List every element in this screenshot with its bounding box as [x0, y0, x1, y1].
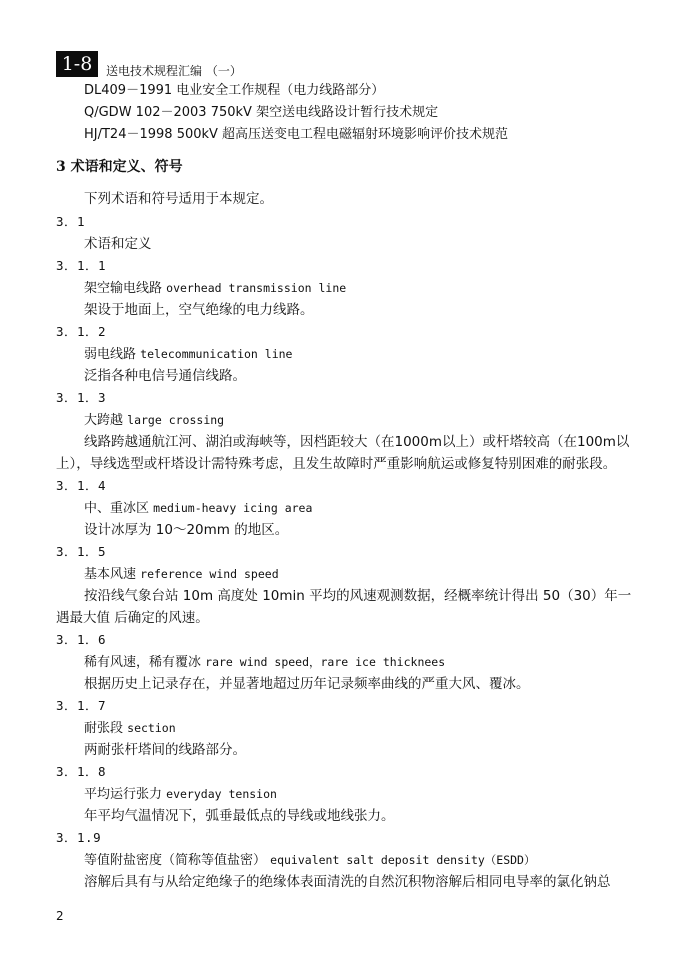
term-definition: 架设于地面上，空气绝缘的电力线路。	[84, 302, 314, 318]
reference-item: Q/GDW 102－2003 750kV 架空送电线路设计暂行技术规定	[84, 105, 439, 120]
term-en: reference wind speed	[140, 567, 279, 581]
term-definition: 泛指各种电信号通信线路。	[84, 368, 246, 384]
term-number: 3．1．6	[56, 632, 107, 647]
term-en: large crossing	[127, 413, 225, 427]
term-heading	[56, 717, 646, 739]
term-cn: 弱电线路	[84, 347, 137, 362]
term-definition: 年平均气温情况下，弧垂最低点的导线或地线张力。	[84, 808, 395, 824]
chapter-badge: 1-8	[56, 51, 98, 77]
term-definition: 线路跨越通航江河、湖泊或海峡等，因档距较大（在1000m以上）或杆塔较高（在100m以	[84, 434, 630, 450]
term-heading	[56, 651, 646, 673]
term-heading	[56, 849, 646, 871]
term-number: 3．1．4	[56, 478, 107, 493]
reference-item: HJ/T24－1998 500kV 超高压送变电工程电磁辐射环境影响评价技术规范	[84, 127, 509, 142]
terms-content	[56, 211, 646, 893]
term-cn: 架空输电线路	[84, 281, 163, 296]
term-en: medium-heavy icing area	[153, 501, 313, 515]
clause-number: 3．1	[56, 214, 86, 229]
term-definition-continued: 上），导线选型或杆塔设计需特殊考虑，且发生故障时严重影响航运或修复特别困难的耐张段。	[56, 456, 617, 472]
page-number: 2	[56, 909, 64, 923]
term-heading	[56, 277, 646, 299]
term-cn: 稀有风速，稀有覆冰	[84, 655, 202, 670]
term-number: 3．1．5	[56, 544, 107, 559]
term-cn: 平均运行张力	[84, 787, 163, 802]
term-definition: 两耐张杆塔间的线路部分。	[84, 742, 246, 758]
term-heading	[56, 409, 646, 431]
term-cn: 基本风速	[84, 567, 137, 582]
term-en: rare wind speed，rare ice thicknees	[205, 655, 446, 669]
series-title: 送电技术规程汇编 （一）	[106, 64, 242, 78]
term-number: 3．1．8	[56, 764, 107, 779]
term-number: 3．1．3	[56, 390, 107, 405]
term-heading	[56, 783, 646, 805]
section-title: 3 术语和定义、符号	[56, 159, 183, 175]
term-definition: 溶解后具有与从给定绝缘子的绝缘体表面清洗的自然沉积物溶解后相同电导率的氯化钠总	[84, 874, 611, 890]
term-cn: 大跨越	[84, 413, 124, 428]
term-definition: 设计冰厚为 10～20mm 的地区。	[84, 522, 289, 538]
term-definition: 按沿线气象台站 10m 高度处 10min 平均的风速观测数据，经概率统计得出 50（30）年一	[84, 588, 632, 604]
term-heading	[56, 343, 646, 365]
term-en: everyday tension	[166, 787, 277, 801]
section-intro: 下列术语和符号适用于本规定。	[84, 191, 273, 207]
term-heading	[56, 563, 646, 585]
term-en: equivalent salt deposit density（ESDD）	[270, 853, 536, 867]
reference-list	[84, 80, 508, 146]
term-number: 3．1.9	[56, 830, 102, 845]
term-cn: 等值附盐密度（简称等值盐密）	[84, 853, 267, 868]
term-heading	[56, 497, 646, 519]
term-number: 3．1．7	[56, 698, 107, 713]
term-number: 3．1．2	[56, 324, 107, 339]
clause-title: 术语和定义	[84, 236, 152, 252]
reference-item: DL409－1991 电业安全工作规程（电力线路部分）	[84, 83, 385, 98]
term-definition: 根据历史上记录存在，并显著地超过历年记录频率曲线的严重大风、覆冰。	[84, 676, 530, 692]
term-cn: 耐张段	[84, 721, 124, 736]
term-en: telecommunication line	[140, 347, 293, 361]
term-number: 3．1．1	[56, 258, 107, 273]
term-en: section	[127, 721, 176, 735]
term-cn: 中、重冰区	[84, 501, 150, 516]
term-definition-continued: 遇最大值 后确定的风速。	[56, 610, 209, 626]
term-en: overhead transmission line	[166, 281, 347, 295]
